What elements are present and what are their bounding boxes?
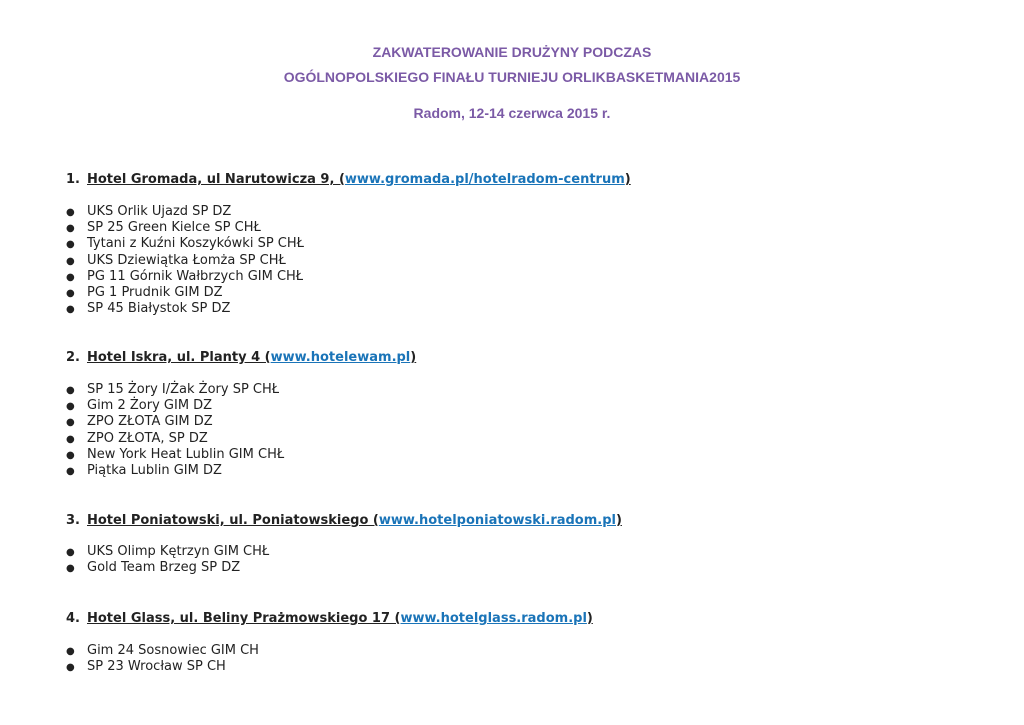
hotel-number: 1.	[66, 172, 80, 187]
bullet-icon: ●	[66, 547, 75, 558]
bullet-icon: ●	[66, 465, 75, 477]
list-item	[66, 560, 269, 576]
bullet-icon: ●	[66, 417, 75, 429]
list-item	[66, 236, 304, 252]
team-name: PG 11 Górnik Wałbrzych GIM CHŁ	[87, 268, 304, 284]
team-name: ZPO ZŁOTA, SP DZ	[87, 430, 208, 446]
list-item	[66, 301, 304, 317]
bullet-icon: ●	[66, 304, 75, 316]
team-name: SP 45 Białystok SP DZ	[87, 301, 231, 317]
list-item	[66, 269, 304, 285]
team-name: New York Heat Lublin GIM CHŁ	[87, 446, 285, 462]
hotel-title: Hotel Gromada, ul Narutowicza 9, (	[87, 172, 345, 187]
hotel-link[interactable]: www.hotelewam.pl	[270, 350, 411, 365]
bullet-icon: ●	[66, 401, 75, 413]
hotel-heading-3	[66, 512, 966, 529]
hotel-section-4	[66, 610, 966, 675]
hotel-link[interactable]: www.hotelponiatowski.radom.pl	[378, 513, 616, 528]
list-item	[66, 659, 259, 675]
team-name: SP 25 Green Kielce SP CHŁ	[87, 220, 261, 236]
team-list-4	[66, 643, 259, 675]
bullet-icon: ●	[66, 207, 75, 218]
bullet-icon: ●	[66, 239, 75, 251]
hotel-number: 3.	[66, 513, 80, 528]
list-item	[66, 447, 284, 463]
hotel-title-close: )	[586, 611, 593, 626]
list-item	[66, 285, 304, 301]
team-name: Tytani z Kuźni Koszykówki SP CHŁ	[87, 236, 304, 252]
hotel-section-1	[66, 171, 966, 317]
hotel-title-close: )	[410, 350, 417, 365]
bullet-icon: ●	[66, 662, 75, 674]
bullet-icon: ●	[66, 223, 75, 235]
header-title-line-2: OGÓLNOPOLSKIEGO FINAŁU TURNIEJU ORLIKBASKETMANIA2015	[283, 69, 741, 85]
team-name: PG 1 Prudnik GIM DZ	[87, 284, 223, 300]
hotel-section-2	[66, 349, 966, 478]
bullet-icon: ●	[66, 271, 75, 283]
header-title-line-1: ZAKWATEROWANIE DRUŻYNY PODCZAS	[372, 44, 652, 60]
list-item	[66, 544, 269, 560]
bullet-icon: ●	[66, 255, 75, 267]
hotel-link[interactable]: www.gromada.pl/hotelradom-centrum	[344, 172, 625, 187]
team-name: ZPO ZŁOTA GIM DZ	[87, 414, 213, 430]
header-date-line: Radom, 12-14 czerwca 2015 r.	[413, 105, 611, 121]
team-name: Piątka Lublin GIM DZ	[87, 462, 222, 478]
team-name: Gim 2 Żory GIM DZ	[87, 398, 213, 414]
hotel-title-close: )	[624, 172, 631, 187]
hotel-number: 4.	[66, 611, 80, 626]
list-item	[66, 414, 284, 430]
bullet-icon: ●	[66, 433, 75, 445]
team-list-1	[66, 204, 304, 317]
team-name: UKS Dziewiątka Łomża SP CHŁ	[87, 252, 286, 268]
list-item	[66, 398, 284, 414]
bullet-icon: ●	[66, 385, 75, 396]
team-name: UKS Olimp Kętrzyn GIM CHŁ	[87, 544, 270, 559]
hotel-number: 2.	[66, 350, 80, 365]
team-name: Gim 24 Sosnowiec GIM CH	[87, 643, 259, 658]
bullet-icon: ●	[66, 287, 75, 299]
hotel-link[interactable]: www.hotelglass.radom.pl	[400, 611, 587, 626]
bullet-icon: ●	[66, 449, 75, 461]
hotel-title: Hotel Poniatowski, ul. Poniatowskiego (	[87, 513, 379, 528]
hotel-heading-4	[66, 610, 966, 627]
list-item	[66, 463, 284, 479]
hotel-title: Hotel Glass, ul. Beliny Prażmowskiego 17 (	[87, 611, 401, 626]
hotel-section-3	[66, 512, 966, 576]
list-item	[66, 382, 284, 398]
team-name: SP 15 Żory I/Żak Żory SP CHŁ	[87, 382, 280, 397]
team-name: UKS Orlik Ujazd SP DZ	[87, 204, 232, 219]
hotel-heading-2	[66, 349, 966, 366]
hotel-heading-1	[66, 171, 966, 188]
bullet-icon: ●	[66, 563, 75, 575]
list-item	[66, 431, 284, 447]
list-item	[66, 643, 259, 659]
bullet-icon: ●	[66, 646, 75, 657]
list-item	[66, 253, 304, 269]
team-list-2	[66, 382, 284, 479]
hotel-title: Hotel Iskra, ul. Planty 4 (	[87, 350, 271, 365]
list-item	[66, 204, 304, 220]
team-name: SP 23 Wrocław SP CH	[87, 659, 226, 675]
hotel-title-close: )	[616, 513, 622, 528]
list-item	[66, 220, 304, 236]
team-name: Gold Team Brzeg SP DZ	[87, 560, 241, 576]
team-list-3	[66, 544, 269, 576]
